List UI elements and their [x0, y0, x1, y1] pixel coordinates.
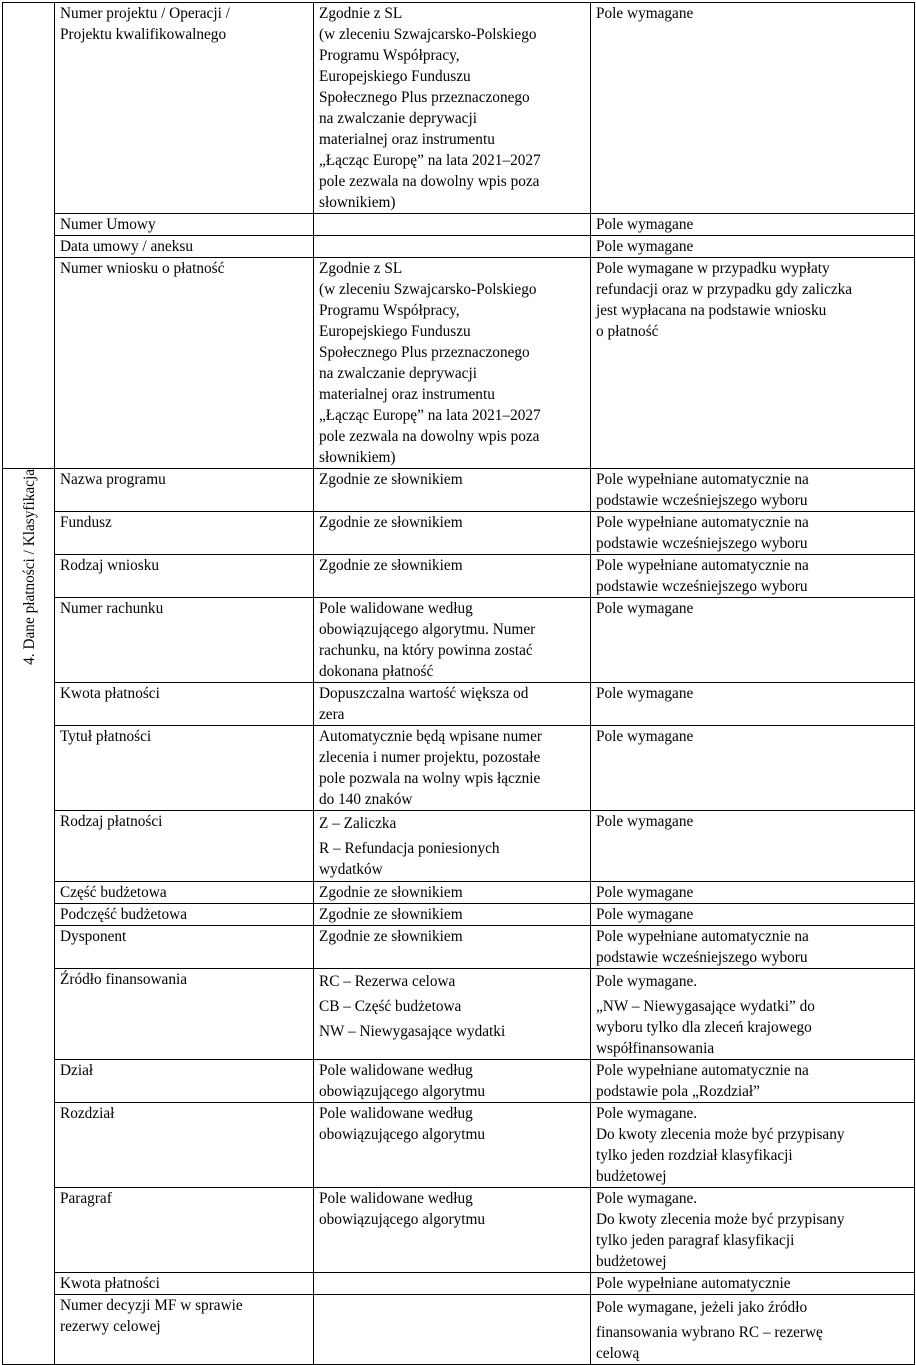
list-item-line: R – Refundacja poniesionych [319, 840, 500, 857]
table-row [3, 258, 915, 469]
requirement-note-cell [591, 811, 915, 882]
table-row [3, 969, 915, 1060]
text-line: Dysponent [60, 928, 127, 945]
text-line: Kwota płatności [60, 685, 160, 702]
requirement-note-cell [591, 555, 915, 598]
text-line: Projektu kwalifikowalnego [60, 26, 227, 43]
text-line: Do kwoty zlecenia może być przypisany [596, 1211, 845, 1228]
section-cell [3, 469, 55, 1365]
requirement-note-cell [591, 214, 915, 236]
text-line: Źródło finansowania [60, 971, 188, 988]
list-item-line: NW – Niewygasające wydatki [319, 1023, 506, 1040]
text-line: materialnej oraz instrumentu [319, 131, 495, 148]
text-line: Pole wymagane [596, 728, 694, 745]
text-line: Społecznego Plus przeznaczonego [319, 344, 530, 361]
table-row [3, 1188, 915, 1273]
text-line: Numer Umowy [60, 216, 156, 233]
validation-rule-cell [314, 726, 591, 811]
list-item-line: celową [596, 1345, 640, 1362]
field-name-cell [55, 726, 314, 811]
text-line: obowiązującego algorytmu [319, 1126, 486, 1143]
validation-rule-cell [314, 811, 591, 882]
section-label: 4. Dane płatności / Klasyfikacja [20, 469, 38, 665]
table-row [3, 811, 915, 882]
table-row [3, 904, 915, 926]
requirement-note-cell [591, 1188, 915, 1273]
text-line: tylko jeden paragraf klasyfikacji [596, 1232, 795, 1249]
validation-rule-cell [314, 555, 591, 598]
requirement-note-cell [591, 1060, 915, 1103]
text-line: Rodzaj wniosku [60, 557, 159, 574]
text-line: podstawie wcześniejszego wyboru [596, 578, 808, 595]
text-line: słownikiem) [319, 194, 396, 211]
table-row [3, 3, 915, 214]
requirement-note-cell [591, 236, 915, 258]
validation-rule-cell [314, 1273, 591, 1295]
field-name-cell [55, 926, 314, 969]
list-item-line: finansowania wybrano RC – rezerwę [596, 1324, 823, 1341]
text-line: obowiązującego algorytmu [319, 1211, 486, 1228]
text-line: Społecznego Plus przeznaczonego [319, 89, 530, 106]
validation-rule-cell [314, 236, 591, 258]
text-line: Pole wymagane. [596, 1190, 698, 1207]
field-name-cell [55, 1188, 314, 1273]
text-line: Numer rachunku [60, 600, 164, 617]
text-line: Pole wymagane [596, 685, 694, 702]
text-line: budżetowej [596, 1253, 667, 1270]
text-line: Pole wymagane [596, 5, 694, 22]
table-row [3, 1103, 915, 1188]
text-line: podstawie wcześniejszego wyboru [596, 535, 808, 552]
text-line: Zgodnie z SL [319, 5, 403, 22]
text-line: Nazwa programu [60, 471, 166, 488]
text-line: obowiązującego algorytmu [319, 1083, 486, 1100]
text-line: Pole wypełniane automatycznie na [596, 1062, 809, 1079]
text-line: Europejskiego Funduszu [319, 68, 471, 85]
field-name-cell [55, 555, 314, 598]
text-line: Pole wypełniane automatycznie na [596, 514, 809, 531]
list-item-line: „NW – Niewygasające wydatki” do [596, 998, 815, 1015]
requirement-note-cell [591, 904, 915, 926]
text-line: Pole wymagane [596, 906, 694, 923]
text-line: „Łącząc Europę” na lata 2021–2027 [319, 407, 541, 424]
text-line: Podczęść budżetowa [60, 906, 187, 923]
table-row [3, 726, 915, 811]
table-row [3, 598, 915, 683]
validation-rule-cell [314, 3, 591, 214]
text-line: Pole walidowane według [319, 1105, 473, 1122]
text-line: o płatność [596, 323, 659, 340]
table-row [3, 512, 915, 555]
table-row [3, 1273, 915, 1295]
text-line: jest wypłacana na podstawie wniosku [596, 302, 827, 319]
validation-rule-cell [314, 258, 591, 469]
text-line: materialnej oraz instrumentu [319, 386, 495, 403]
text-line: Zgodnie ze słownikiem [319, 884, 463, 901]
text-line: Pole wypełniane automatycznie [596, 1275, 791, 1292]
text-line: Pole walidowane według [319, 600, 473, 617]
text-line: pole zezwala na dowolny wpis poza [319, 173, 540, 190]
field-name-cell [55, 469, 314, 512]
text-line: Dopuszczalna wartość większa od [319, 685, 529, 702]
requirements-table-body [3, 3, 915, 1365]
text-line: Zgodnie ze słownikiem [319, 928, 463, 945]
validation-rule-cell [314, 512, 591, 555]
table-row [3, 469, 915, 512]
requirement-note-cell [591, 683, 915, 726]
requirement-note-cell [591, 882, 915, 904]
text-line: Pole wymagane w przypadku wypłaty [596, 260, 830, 277]
text-line: Automatycznie będą wpisane numer [319, 728, 542, 745]
list-item-line: CB – Część budżetowa [319, 998, 462, 1015]
field-name-cell [55, 882, 314, 904]
requirement-note-cell [591, 726, 915, 811]
text-line: pole pozwala na wolny wpis łącznie [319, 770, 541, 787]
table-row [3, 214, 915, 236]
text-line: Pole wypełniane automatycznie na [596, 928, 809, 945]
text-line: Rodzaj płatności [60, 813, 163, 830]
text-line: Dział [60, 1062, 94, 1079]
text-line: zera [319, 706, 345, 723]
validation-rule-cell [314, 904, 591, 926]
list-item-line: Z – Zaliczka [319, 815, 397, 832]
field-name-cell [55, 811, 314, 882]
requirement-note-cell [591, 512, 915, 555]
field-name-cell [55, 1295, 314, 1365]
text-line: Pole walidowane według [319, 1062, 473, 1079]
text-line: dokonana płatność [319, 663, 434, 680]
text-line: Zgodnie z SL [319, 260, 403, 277]
field-name-cell [55, 1103, 314, 1188]
text-line: Pole wymagane [596, 238, 694, 255]
text-line: Zgodnie ze słownikiem [319, 557, 463, 574]
list-item-line: współfinansowania [596, 1040, 715, 1057]
requirement-note-cell [591, 598, 915, 683]
text-line: Pole wymagane. [596, 1105, 698, 1122]
text-line: Część budżetowa [60, 884, 167, 901]
requirement-note-cell [591, 469, 915, 512]
field-name-cell [55, 512, 314, 555]
text-line: Numer wniosku o płatność [60, 260, 225, 277]
validation-rule-cell [314, 1103, 591, 1188]
text-line: budżetowej [596, 1168, 667, 1185]
text-line: zlecenia i numer projektu, pozostałe [319, 749, 541, 766]
text-line: Numer projektu / Operacji / [60, 5, 230, 22]
text-line: Zgodnie ze słownikiem [319, 514, 463, 531]
text-line: Programu Współpracy, [319, 47, 460, 64]
requirement-note-cell [591, 3, 915, 214]
text-line: Do kwoty zlecenia może być przypisany [596, 1126, 845, 1143]
field-name-cell [55, 904, 314, 926]
text-line: podstawie pola „Rozdział” [596, 1083, 760, 1100]
field-name-cell [55, 1060, 314, 1103]
table-row [3, 236, 915, 258]
validation-rule-cell [314, 683, 591, 726]
text-line: refundacji oraz w przypadku gdy zaliczka [596, 281, 853, 298]
text-line: Pole wypełniane automatycznie na [596, 557, 809, 574]
text-line: Pole wymagane [596, 813, 694, 830]
field-name-cell [55, 598, 314, 683]
text-line: pole zezwala na dowolny wpis poza [319, 428, 540, 445]
validation-rule-cell [314, 598, 591, 683]
text-line: podstawie wcześniejszego wyboru [596, 949, 808, 966]
text-line: na zwalczanie deprywacji [319, 365, 477, 382]
section-cell-empty [3, 3, 55, 469]
text-line: Zgodnie ze słownikiem [319, 906, 463, 923]
text-line: Pole wymagane [596, 216, 694, 233]
validation-rule-cell [314, 469, 591, 512]
validation-rule-cell [314, 1295, 591, 1365]
list-item-line: Pole wymagane, jeżeli jako źródło [596, 1299, 808, 1316]
text-line: „Łącząc Europę” na lata 2021–2027 [319, 152, 541, 169]
list-item-line: Pole wymagane. [596, 973, 698, 990]
text-line: Data umowy / aneksu [60, 238, 193, 255]
text-line: (w zleceniu Szwajcarsko-Polskiego [319, 281, 537, 298]
text-line: podstawie wcześniejszego wyboru [596, 492, 808, 509]
text-line: obowiązującego algorytmu. Numer [319, 621, 536, 638]
text-line: rezerwy celowej [60, 1318, 161, 1335]
validation-rule-cell [314, 969, 591, 1060]
table-row [3, 1060, 915, 1103]
text-line: Programu Współpracy, [319, 302, 460, 319]
text-line: słownikiem) [319, 449, 396, 466]
table-row [3, 882, 915, 904]
validation-rule-cell [314, 1060, 591, 1103]
text-line: Paragraf [60, 1190, 112, 1207]
text-line: na zwalczanie deprywacji [319, 110, 477, 127]
field-name-cell [55, 214, 314, 236]
field-name-cell [55, 3, 314, 214]
requirement-note-cell [591, 1295, 915, 1365]
requirement-note-cell [591, 1103, 915, 1188]
text-line: Fundusz [60, 514, 112, 531]
text-line: Zgodnie ze słownikiem [319, 471, 463, 488]
text-line: Europejskiego Funduszu [319, 323, 471, 340]
requirement-note-cell [591, 1273, 915, 1295]
validation-rule-cell [314, 1188, 591, 1273]
table-row [3, 1295, 915, 1365]
text-line: Pole wymagane [596, 600, 694, 617]
validation-rule-cell [314, 214, 591, 236]
text-line: do 140 znaków [319, 791, 413, 808]
list-item-line: wyboru tylko dla zleceń krajowego [596, 1019, 812, 1036]
field-name-cell [55, 236, 314, 258]
text-line: Kwota płatności [60, 1275, 160, 1292]
text-line: (w zleceniu Szwajcarsko-Polskiego [319, 26, 537, 43]
field-name-cell [55, 683, 314, 726]
requirement-note-cell [591, 969, 915, 1060]
field-name-cell [55, 1273, 314, 1295]
table-row [3, 926, 915, 969]
field-name-cell [55, 258, 314, 469]
requirement-note-cell [591, 258, 915, 469]
requirement-note-cell [591, 926, 915, 969]
text-line: Rozdział [60, 1105, 115, 1122]
validation-rule-cell [314, 882, 591, 904]
list-item-line: RC – Rezerwa celowa [319, 973, 456, 990]
text-line: Numer decyzji MF w sprawie [60, 1297, 243, 1314]
table-row [3, 555, 915, 598]
table-row [3, 683, 915, 726]
field-name-cell [55, 969, 314, 1060]
text-line: Pole wymagane [596, 884, 694, 901]
requirements-table [2, 2, 915, 1365]
validation-rule-cell [314, 926, 591, 969]
text-line: tylko jeden rozdział klasyfikacji [596, 1147, 793, 1164]
text-line: Pole walidowane według [319, 1190, 473, 1207]
list-item-line: wydatków [319, 861, 383, 878]
text-line: Pole wypełniane automatycznie na [596, 471, 809, 488]
text-line: rachunku, na który powinna zostać [319, 642, 533, 659]
text-line: Tytuł płatności [60, 728, 152, 745]
